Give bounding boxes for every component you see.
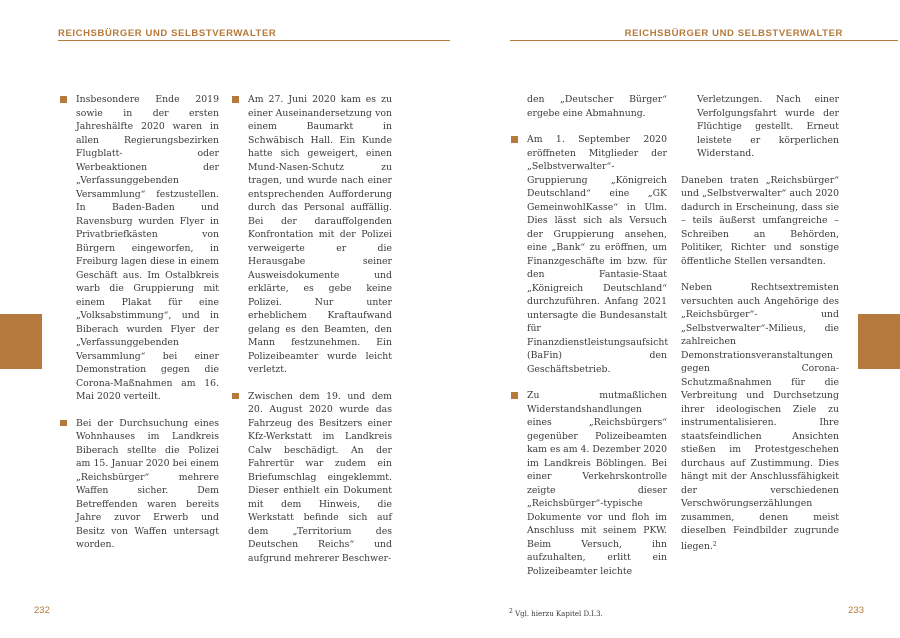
- continued-text: den „Deutscher Bürger“ ergebe eine Abmahnung.: [527, 94, 667, 119]
- left-column-1: [60, 93, 219, 565]
- bullet-item: [60, 417, 219, 552]
- right-column-1: [511, 93, 667, 591]
- bullet-square-icon: [232, 96, 239, 103]
- continued-text: Verletzungen. Nach einer Verfolgungsfahrt wurde der Flüchtige gestellt. Erneut leistete er körperlichen Widerstand.: [697, 94, 839, 159]
- paragraph: [681, 281, 839, 553]
- bullet-item: [511, 389, 667, 578]
- right-page: [450, 0, 900, 638]
- bullet-text: Zwischen dem 19. und dem 20. August 2020 wurde das Fahrzeug des Besitzers einer Kfz-Werkstatt im Landkreis Calw beschädigt. An der Fahrertür war zudem ein Briefumschlag eingeklemmt. Dieser enthielt ein Dokument mit dem Hinweis, die Werkstatt befinde sich auf dem „Territorium des Deutschen Reichs“ und aufgrund mehrerer Beschwer-: [248, 390, 392, 564]
- footnote-number: 2: [509, 608, 513, 615]
- paragraph: Daneben traten „Reichsbürger“ und „Selbstverwalter“ auch 2020 dadurch in Erscheinung, dass sie – teils äußerst umfangreiche – Schreiben an Behörden, Politiker, Richter und sonstige öffentliche Stellen versandten.: [681, 174, 839, 267]
- bullet-square-icon: [60, 420, 67, 427]
- paragraph-text: Neben Rechtsextremisten versuchten auch Angehörige des „Reichsbürger“- und „Selbstverwalter“-Milieus, die zahlreichen Demonstrationsveranstaltungen gegen Corona-Schutzmaßnahmen für die Verbreitung und Durchsetzung ihrer ideologischen Ziele zu instrumentalisieren. Ihre staatsfeindlichen Ansichten stießen im Protestgeschehen durchaus auf Zustimmung. Dies hängt mit der Anschlussfähigkeit der verschiedenen Verschwörungserzählungen zusammen, denen meist dieselben Feindbilder zugrunde liegen.: [681, 282, 839, 552]
- bullet-item: [511, 133, 667, 376]
- bullet-square-icon: [232, 393, 239, 400]
- right-header-rule: [510, 40, 898, 41]
- bullet-square-icon: [60, 96, 67, 103]
- bullet-item: [60, 93, 219, 404]
- bullet-item: [232, 390, 392, 566]
- bullet-text: Bei der Durchsuchung eines Wohnhauses im Landkreis Biberach stellte die Polizei am 15. Januar 2020 bei einem „Reichsbürger“ mehrere Waffen sicher. Dem Betreffenden waren bereits Jahre zuvor Erwerb und Besitz von Waffen untersagt worden.: [76, 417, 219, 550]
- bullet-text: Zu mutmaßlichen Widerstandshandlungen eines „Reichsbürgers“ gegenüber Polizeibeamten kam es am 4. Dezember 2020 im Landkreis Böblingen. Bei einer Verkehrskontrolle zeigte dieser „Reichsbürger“-typische Dokumente vor und floh im Anschluss mit seinem PKW. Beim Versuch, ihn aufzuhalten, erlitt ein Polizeibeamter leichte: [527, 390, 667, 577]
- left-page-number: 232: [34, 605, 50, 616]
- left-running-header: REICHSBÜRGER UND SELBSTVERWALTER: [58, 28, 277, 39]
- footnote: [509, 608, 603, 618]
- footnote-reference: 2: [712, 540, 717, 548]
- right-column-2: [681, 93, 839, 553]
- right-page-number: 233: [848, 605, 864, 616]
- bullet-square-icon: [511, 136, 518, 143]
- left-thumb-tab: [0, 314, 42, 369]
- bullet-text: Am 1. September 2020 eröffneten Mitglieder der „Selbstverwalter“-Gruppierung „Königreich Deutschland“ eine „GK GemeinwohlKasse“ in Ulm. Dies lässt sich als Versuch der Gruppierung ansehen, eine „Bank“ zu eröffnen, um Finanzgeschäfte im bzw. für den Fantasie-Staat „Königreich Deutschland“ durchzuführen. Anfang 2021 untersagte die Bundesanstalt für Finanzdienstleistungsaufsicht (BaFin) den Geschäftsbetrieb.: [527, 134, 669, 375]
- bullet-item: [232, 93, 392, 377]
- left-column-2: [232, 93, 392, 578]
- bullet-text: Am 27. Juni 2020 kam es zu einer Auseinandersetzung von einem Baumarkt in Schwäbisch Hall. Ein Kunde hatte sich geweigert, einen Mund-Nasen-Schutz zu tragen, und wurde nach einer entsprechenden Aufforderung durch das Personal auffällig. Bei der darauffolgenden Konfrontation mit der Polizei verweigerte er die Herausgabe seiner Ausweisdokumente und erklärte, es gebe keine Polizei. Nur unter erheblichem Kraftaufwand gelang es den Beamten, den Mann festzunehmen. Ein Polizeibeamter wurde leicht verletzt.: [248, 94, 392, 375]
- footnote-text: Vgl. hierzu Kapitel D.I.3.: [515, 610, 603, 618]
- right-running-header: REICHSBÜRGER UND SELBSTVERWALTER: [624, 28, 843, 39]
- left-header-rule: [58, 40, 450, 41]
- bullet-square-icon: [511, 392, 518, 399]
- bullet-text: Insbesondere Ende 2019 sowie in der ersten Jahreshälfte 2020 waren in allen Regierungsbezirken Flugblatt- oder Werbeaktionen der „Verfassunggebenden Versammlung“ festzustellen. In Baden-Baden und Ravensburg wurden Flyer in Privatbriefkästen von Bürgern eingeworfen, in Freiburg lagen diese in einem Geschäft aus. Im Ostalbkreis warb die Gruppierung mit einem Plakat für eine „Volksabstimmung“, und in Biberach wurden Flyer der „Verfassunggebenden Versammlung“ bei einer Demonstration gegen die Corona-Maßnahmen am 16. Mai 2020 verteilt.: [76, 94, 219, 402]
- right-thumb-tab: [858, 314, 900, 369]
